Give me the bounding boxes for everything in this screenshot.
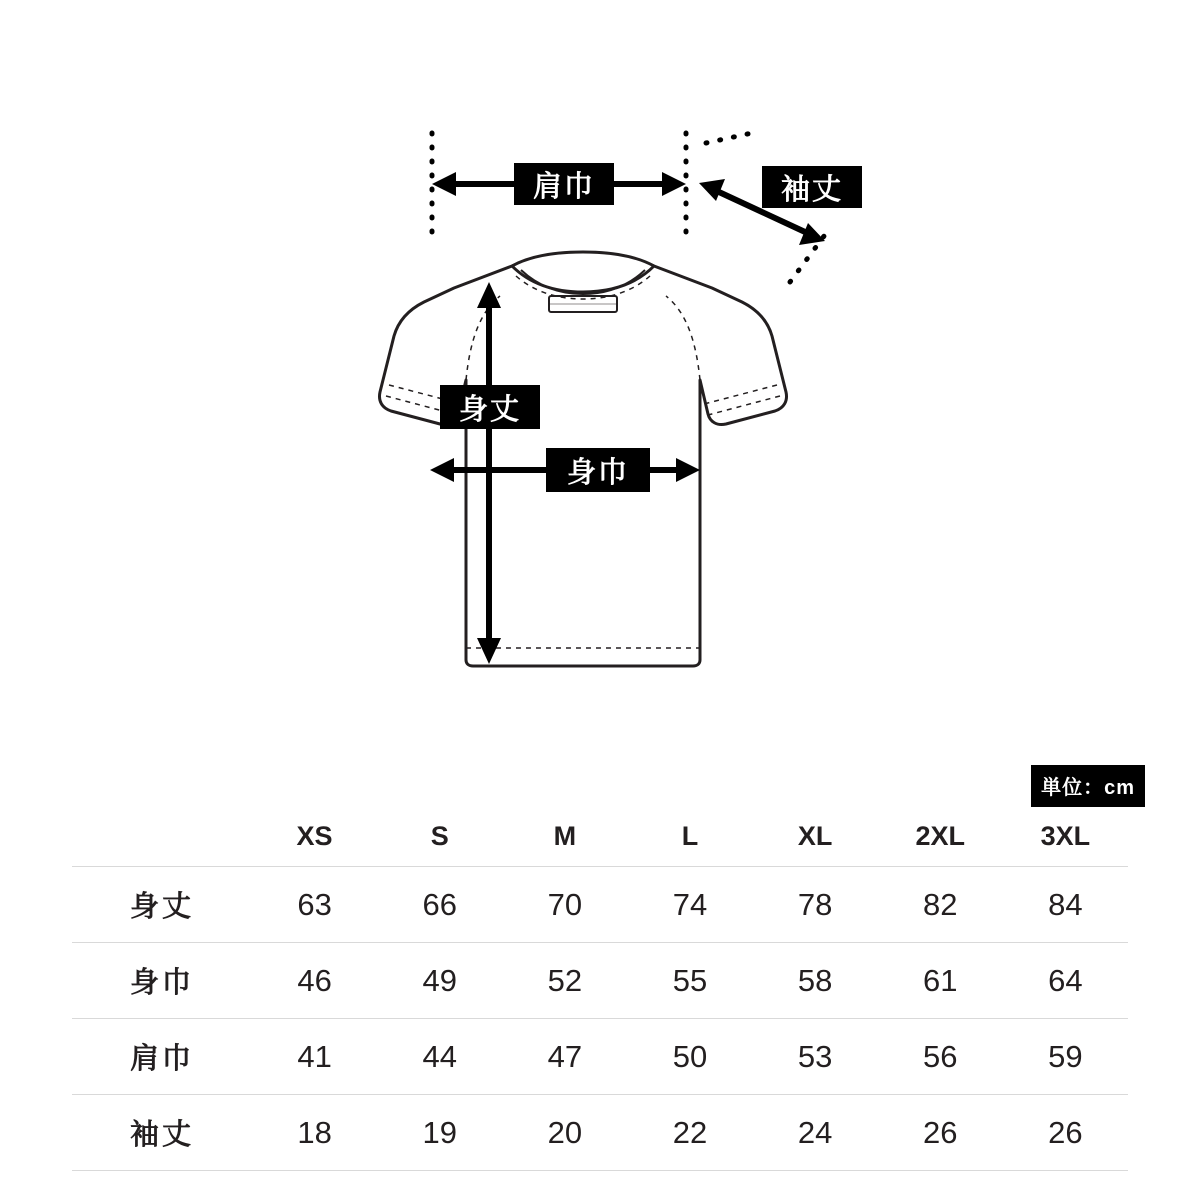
row-label-sleeve-length: 袖丈 xyxy=(72,1095,252,1171)
cell-shoulder-width-xs: 41 xyxy=(252,1019,377,1095)
row-label-body-length: 身丈 xyxy=(72,867,252,943)
cell-body-length-m: 70 xyxy=(502,867,627,943)
cell-body-width-xl: 58 xyxy=(753,943,878,1019)
unit-badge: 単位：cm xyxy=(1031,765,1145,807)
cell-body-length-xl: 78 xyxy=(753,867,878,943)
cell-body-width-xs: 46 xyxy=(252,943,377,1019)
table-row xyxy=(72,943,1128,1019)
cell-body-width-3xl: 64 xyxy=(1003,943,1128,1019)
table-header-m: M xyxy=(502,815,627,867)
table-header-3xl: 3XL xyxy=(1003,815,1128,867)
cell-body-width-m: 52 xyxy=(502,943,627,1019)
cell-shoulder-width-s: 44 xyxy=(377,1019,502,1095)
table-row xyxy=(72,1095,1128,1171)
cell-body-width-s: 49 xyxy=(377,943,502,1019)
size-chart-table xyxy=(72,815,1128,1171)
cell-shoulder-width-m: 47 xyxy=(502,1019,627,1095)
label-body-length: 身丈 xyxy=(440,385,540,429)
cell-sleeve-length-2xl: 26 xyxy=(878,1095,1003,1171)
cell-sleeve-length-3xl: 26 xyxy=(1003,1095,1128,1171)
cell-shoulder-width-l: 50 xyxy=(627,1019,752,1095)
table-header-2xl: 2XL xyxy=(878,815,1003,867)
cell-shoulder-width-2xl: 56 xyxy=(878,1019,1003,1095)
table-header-s: S xyxy=(377,815,502,867)
cell-body-length-3xl: 84 xyxy=(1003,867,1128,943)
label-shoulder-width: 肩巾 xyxy=(514,163,614,205)
row-label-shoulder-width: 肩巾 xyxy=(72,1019,252,1095)
cell-body-length-l: 74 xyxy=(627,867,752,943)
guide-line-sleeve-upper xyxy=(706,133,752,143)
label-body-width: 身巾 xyxy=(546,448,650,492)
cell-body-length-s: 66 xyxy=(377,867,502,943)
cell-sleeve-length-s: 19 xyxy=(377,1095,502,1171)
table-row xyxy=(72,1019,1128,1095)
cell-sleeve-length-xs: 18 xyxy=(252,1095,377,1171)
label-sleeve-length: 袖丈 xyxy=(762,166,862,208)
table-row xyxy=(72,867,1128,943)
cell-body-length-2xl: 82 xyxy=(878,867,1003,943)
cell-body-width-2xl: 61 xyxy=(878,943,1003,1019)
cell-sleeve-length-xl: 24 xyxy=(753,1095,878,1171)
table-header-xs: XS xyxy=(252,815,377,867)
cell-body-length-xs: 63 xyxy=(252,867,377,943)
table-header-l: L xyxy=(627,815,752,867)
cell-sleeve-length-m: 20 xyxy=(502,1095,627,1171)
table-header-corner xyxy=(72,815,252,867)
cell-body-width-l: 55 xyxy=(627,943,752,1019)
cell-sleeve-length-l: 22 xyxy=(627,1095,752,1171)
table-header-row xyxy=(72,815,1128,867)
row-label-body-width: 身巾 xyxy=(72,943,252,1019)
cell-shoulder-width-3xl: 59 xyxy=(1003,1019,1128,1095)
cell-shoulder-width-xl: 53 xyxy=(753,1019,878,1095)
table-header-xl: XL xyxy=(753,815,878,867)
